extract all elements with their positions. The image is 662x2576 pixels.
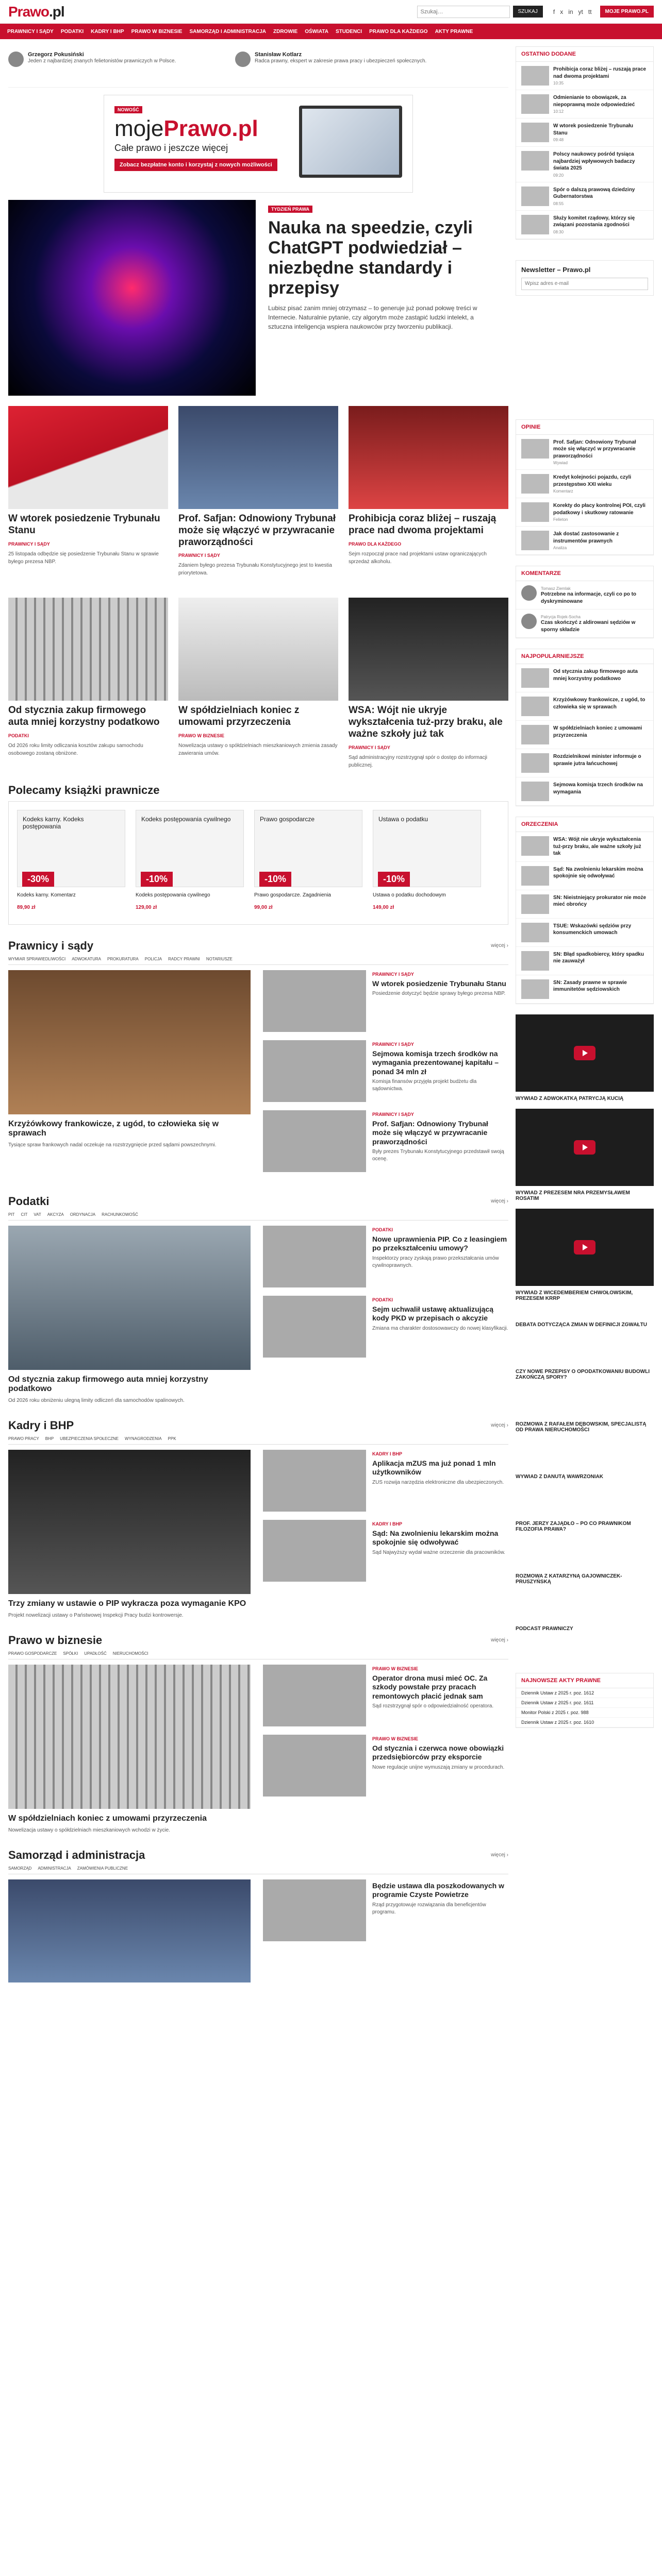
article-image <box>8 970 251 1114</box>
article-text: 25 listopada odbędzie się posiedzenie Trybunału Stanu w sprawie byłego prezesa NBP. <box>8 551 159 565</box>
section-subtags: PRAWO GOSPODARCZE SPÓŁKI UPADŁOŚĆ NIERUCHOMOŚCI <box>8 1651 508 1659</box>
section-subtags: PRAWO PRACY BHP UBEZPIECZENIA SPOŁECZNE WYNAGRODZENIA PPK <box>8 1436 508 1445</box>
book-price: 99,00 zł <box>254 904 273 910</box>
tiktok-icon[interactable]: tt <box>588 8 592 15</box>
ruling-item[interactable]: WSA: Wójt nie ukryje wykształcenia tuż-przy braku, ale ważne szkoły już tak <box>516 832 653 862</box>
ruling-item[interactable]: SN: Nieistniejący prokurator nie może mieć obrońcy <box>516 890 653 919</box>
latest-item[interactable]: Spór o dalszą prawową dziedziny Gubernatorstwa 08:55 <box>516 182 653 211</box>
author-card[interactable] <box>8 52 214 82</box>
debate-item[interactable]: PROF. JERZY ZAJĄDŁO – PO CO PRAWNIKOM FILOZOFIA PRAWA? <box>516 1520 631 1532</box>
list-item[interactable]: PODATKI Nowe uprawnienia PIP. Co z leasingiem po przekształceniu umowy? Inspektorzy pracy zyskają prawo przekształcania umów cywilnoprawnych. <box>263 1226 508 1287</box>
section-body <box>8 1665 508 1834</box>
opinions-box: OPINIE Prof. Safjan: Odnowiony Trybunał może się włączyć w przywracanie praworządności Wywiad Kredyt kolejności pojazdu, czyli przestępstwo XXI wieku Komentarz Korekty do płacy kontrolnej POI, czyli podatkowy i skutkowy ratowanie Felieton Jak dostać zastosowanie z instrumentów prawnych Analiza <box>516 419 654 556</box>
section-subtags: PIT CIT VAT AKCYZA ORDYNACJA RACHUNKOWOŚĆ <box>8 1212 508 1221</box>
latest-item[interactable]: Polscy naukowcy pośród tysiąca najbardziej wpływowych badaczy świata 2025 09:20 <box>516 147 653 182</box>
facebook-icon[interactable]: f <box>553 8 555 15</box>
lead-article[interactable] <box>8 1879 251 1982</box>
latest-item[interactable]: Odmienianie to obowiązek, za niepoprawną może odpowiedzieć 10:12 <box>516 90 653 118</box>
list-item[interactable]: KADRY I BHP Aplikacja mZUS ma już ponad 1 mln użytkowników ZUS rozwija narzędzia elektroniczne dla ubezpieczonych. <box>263 1450 508 1512</box>
subtag[interactable]: POLICJA <box>144 956 162 961</box>
book-title[interactable]: Kodeks karny. Komentarz <box>17 892 76 898</box>
book-price: 89,90 zł <box>17 904 36 910</box>
article-text: Sąd administracyjny rozstrzygnął spór o dostęp do informacji publicznej. <box>349 754 488 768</box>
video-player[interactable] <box>516 1209 654 1286</box>
search-input[interactable] <box>417 6 510 18</box>
main-nav <box>0 24 662 39</box>
hero-tag[interactable]: TYDZIEŃ PRAWA <box>268 206 312 213</box>
books-carousel <box>8 801 508 925</box>
article-title[interactable]: Krzyżówkowy frankowicze, z ugód, to człowieka się w sprawach <box>8 1119 219 1138</box>
ruling-item[interactable]: Sąd: Na zwolnieniu lekarskim można spokojnie się odwoływać <box>516 862 653 890</box>
author-name: Grzegorz Pokusiński <box>28 52 84 58</box>
subtag[interactable]: RADCY PRAWNI <box>168 956 200 961</box>
book-title[interactable]: Kodeks postępowania cywilnego <box>136 892 210 898</box>
act-item[interactable]: Monitor Polski z 2025 r. poz. 988 <box>516 1708 653 1718</box>
subtag[interactable]: WYMIAR SPRAWIEDLIWOŚCI <box>8 956 66 961</box>
banner-logo: mojePrawo.pl <box>114 116 258 141</box>
article-card[interactable] <box>178 598 338 769</box>
list-item[interactable]: PRAWO W BIZNESIE Operator drona musi mieć OC. Za szkody powstałe przy pracach remontowych płacić jednak sam Sąd rozstrzygnął spór o odpowiedzialność operatora. <box>263 1665 508 1726</box>
discount-badge: -10% <box>378 872 410 887</box>
lead-article[interactable] <box>8 970 251 1180</box>
article-text: Tysiące spraw frankowych nadal oczekuje na rozstrzygnięcie przed sądami powszechnymi. <box>8 1142 217 1148</box>
article-image <box>8 406 168 509</box>
latest-item[interactable]: Prohibicja coraz bliżej – ruszają prace nad dwoma projektami 10:35 <box>516 62 653 90</box>
article-tag[interactable]: PODATKI <box>8 733 29 738</box>
book-cover: Kodeks postępowania cywilnego <box>136 810 244 887</box>
more-link[interactable]: więcej › <box>491 1637 508 1643</box>
avatar <box>235 52 251 67</box>
lead-article[interactable] <box>8 1226 251 1404</box>
popular-item[interactable]: Od stycznia zakup firmowego auta mniej korzystny podatkowo <box>516 664 653 692</box>
play-icon[interactable] <box>574 1046 595 1060</box>
section-title[interactable]: Prawo w biznesie więcej › <box>8 1633 508 1647</box>
videos <box>516 1014 654 1301</box>
debates <box>516 1322 654 1632</box>
popular-item[interactable]: Sejmowa komisja trzech środków na wymagania <box>516 777 653 806</box>
comment-item[interactable]: Patrycja Rojek-Socha Czas skończyć z aldirowani sędziów w sporny składzie <box>516 609 653 638</box>
act-item[interactable]: Dziennik Ustaw z 2025 r. poz. 1611 <box>516 1698 653 1708</box>
lead-article[interactable] <box>8 1665 251 1834</box>
article-list <box>263 970 508 1180</box>
author-card[interactable] <box>235 52 441 82</box>
nav-item[interactable]: OŚWIATA <box>305 28 328 35</box>
opinion-item[interactable]: Jak dostać zastosowanie z instrumentów prawnych Analiza <box>516 527 653 555</box>
popular-box: NAJPOPULARNIEJSZE Od stycznia zakup firmowego auta mniej korzystny podatkowo Krzyżówkowy frankowicze, z ugód, to człowieka się w sprawach W spółdzielniach koniec z umowami przyrzeczenia Rozdzielnikowi minister informuje o sprawie jutra łańcuchowej Sejmowa komisja trzech środków na wymagania <box>516 649 654 806</box>
latest-item[interactable]: W wtorek posiedzenie Trybunału Stanu 09:48 <box>516 118 653 147</box>
debate-item[interactable]: ROZMOWA Z KATARZYNĄ GAJOWNICZEK-PRUSZYŃSKĄ <box>516 1573 622 1585</box>
article-title[interactable]: Od stycznia zakup firmowego auta mniej korzystny podatkowo <box>8 1375 208 1393</box>
article-card[interactable] <box>178 406 338 577</box>
article-text: Sejm rozpoczął prace nad projektami ustaw ograniczających sprzedaż alkoholu. <box>349 551 487 565</box>
book-item[interactable] <box>17 810 125 916</box>
article-text: Nowelizacja ustawy o spółdzielniach mieszkaniowych zmienia zasady zawierania umów. <box>178 742 338 756</box>
social-links <box>553 8 592 15</box>
list-item[interactable]: PRAWO W BIZNESIE Od stycznia i czerwca nowe obowiązki przedsiębiorców przy eksporcie Nowe regulacje unijne wymuszają zmiany w procedurach. <box>263 1735 508 1797</box>
opinion-item[interactable]: Prof. Safjan: Odnowiony Trybunał może się włączyć w przywracanie praworządności Wywiad <box>516 435 653 470</box>
list-item[interactable]: PRAWNICY I SĄDY W wtorek posiedzenie Trybunału Stanu Posiedzenie dotyczyć będzie sprawy byłego prezesa NBP. <box>263 970 508 1032</box>
ruling-item[interactable]: SN: Zasady prawne w sprawie immunitetów sędziowskich <box>516 975 653 1004</box>
debate-item[interactable]: WYWIAD Z DANUTĄ WAWRZONIAK <box>516 1473 603 1480</box>
act-item[interactable]: Dziennik Ustaw z 2025 r. poz. 1610 <box>516 1718 653 1727</box>
article-card[interactable] <box>349 406 508 577</box>
video-caption[interactable]: WYWIAD Z PREZESEM NRA PRZEMYSŁAWEM ROSATIM <box>516 1190 630 1201</box>
more-link[interactable]: więcej › <box>491 1852 508 1858</box>
section-subtags <box>8 957 508 965</box>
book-item[interactable] <box>136 810 244 916</box>
section-title[interactable]: Podatki więcej › <box>8 1194 508 1208</box>
ruling-item[interactable]: SN: Błąd spadkobiercy, który spadku nie zauważył <box>516 947 653 975</box>
search-area <box>417 6 543 18</box>
video-player[interactable] <box>516 1014 654 1092</box>
article-image <box>8 1226 251 1370</box>
discount-badge: -30% <box>22 872 54 887</box>
popular-item[interactable]: Rozdzielnikowi minister informuje o sprawie jutra łańcuchowej <box>516 749 653 777</box>
nav-item[interactable]: ZDROWIE <box>273 28 298 35</box>
book-title[interactable]: Ustawa o podatku dochodowym <box>373 892 446 898</box>
login-button[interactable]: MOJE PRAWO.PL <box>600 6 654 18</box>
subtag[interactable]: PROKURATURA <box>107 956 139 961</box>
article-image <box>8 1665 251 1809</box>
rulings-box: ORZECZENIA WSA: Wójt nie ukryje wykształcenia tuż-przy braku, ale ważne szkoły już tak Sąd: Na zwolnieniu lekarskim można spokojnie się odwoływać SN: Nieistniejący prokurator nie może mieć obrońcy TSUE: Wskazówki sędziów przy konsumenckich umowach SN: Błąd spadkobiercy, który spadku nie zauważył SN: Zasady prawne w sprawie immunitetów sędziowskich <box>516 817 654 1004</box>
article-text: Od 2026 roku obniżeniu ulegną limity odliczeń dla samochodów spalinowych. <box>8 1397 185 1403</box>
article-list <box>263 1226 508 1404</box>
article-card[interactable] <box>8 598 168 769</box>
main-content <box>8 46 508 1982</box>
nav-item[interactable]: PRAWO DLA KAŻDEGO <box>369 28 428 35</box>
sidebar <box>516 46 654 1738</box>
article-text: Nowelizacja ustawy o spółdzielniach mieszkaniowych wchodzi w życie. <box>8 1827 171 1833</box>
article-text: Projekt nowelizacji ustawy o Państwowej Inspekcji Pracy budzi kontrowersje. <box>8 1612 184 1618</box>
debate-item[interactable]: CZY NOWE PRZEPISY O OPODATKOWANIU BUDOWLI ZAKOŃCZĄ SPORY? <box>516 1368 650 1380</box>
list-item[interactable]: Będzie ustawa dla poszkodowanych w programie Czyste Powietrze Rząd przygotowuje rozwiązania dla beneficjentów programu. <box>263 1879 508 1941</box>
book-cover: Ustawa o podatku <box>373 810 481 887</box>
debate-item[interactable]: DEBATA DOTYCZĄCA ZMIAN W DEFINICJI ZGWAŁTU <box>516 1321 647 1328</box>
top-bar <box>0 0 662 24</box>
list-item[interactable]: PODATKI Sejm uchwalił ustawę aktualizującą kody PKD w przepisach o akcyzie Zmiana ma charakter dostosowawczy do nowej klasyfikacji. <box>263 1296 508 1358</box>
play-icon[interactable] <box>574 1140 595 1155</box>
debate-item[interactable]: PODCAST PRAWNICZY <box>516 1625 573 1632</box>
nav-item[interactable]: AKTY PRAWNE <box>435 28 473 35</box>
nav-item[interactable]: PODATKI <box>60 28 84 35</box>
article-tag[interactable]: PRAWNICY I SĄDY <box>8 541 50 547</box>
hero-article[interactable] <box>8 200 508 396</box>
authors-strip <box>8 46 508 88</box>
author-name: Stanisław Kotlarz <box>255 52 302 58</box>
popular-item[interactable]: Krzyżówkowy frankowicze, z ugód, to człowieka się w sprawach <box>516 692 653 721</box>
search-button[interactable]: SZUKAJ <box>513 6 543 18</box>
nav-item[interactable]: STUDENCI <box>335 28 362 35</box>
top-articles <box>8 406 508 577</box>
linkedin-icon[interactable]: in <box>568 8 573 15</box>
video-caption[interactable]: WYWIAD Z ADWOKATKĄ PATRYCJĄ KUCIĄ <box>516 1095 624 1101</box>
latest-item[interactable]: Służy komitet rządowy, którzy się związani pozostania zgodności 08:30 <box>516 211 653 239</box>
x-icon[interactable]: x <box>560 8 564 15</box>
article-image <box>349 598 508 701</box>
hero-title[interactable]: Nauka na speedzie, czyli ChatGPT podwiedział – niezbędne standardy i przepisy <box>268 218 473 298</box>
article-title[interactable]: W spółdzielniach koniec z umowami przyrzeczenia <box>8 1814 207 1823</box>
subtag[interactable]: NOTARIUSZE <box>206 956 233 961</box>
subtag[interactable]: ADWOKATURA <box>72 956 102 961</box>
more-link[interactable]: więcej › <box>491 1422 508 1429</box>
article-image <box>8 1879 251 1982</box>
book-price: 149,00 zł <box>373 904 394 910</box>
newsletter-title: Newsletter – Prawo.pl <box>521 265 591 274</box>
book-title[interactable]: Prawo gospodarcze. Zagadnienia <box>254 892 331 898</box>
play-icon[interactable] <box>574 1240 595 1255</box>
list-item[interactable]: PRAWNICY I SĄDY Sejmowa komisja trzech środków na wymagania prezentowanej kapitału – ponad 34 mln zł Komisja finansów przyjęła projekt budżetu dla sądownictwa. <box>263 1040 508 1102</box>
nav-item[interactable]: KADRY I BHP <box>91 28 124 35</box>
book-item[interactable] <box>254 810 362 916</box>
article-title[interactable]: Trzy zmiany w ustawie o PIP wykracza poza wymaganie KPO <box>8 1599 246 1608</box>
article-text: Od 2026 roku limity odliczania kosztów zakupu samochodu osobowego zostaną obniżone. <box>8 742 143 756</box>
opinion-item[interactable]: Korekty do płacy kontrolnej POI, czyli podatkowy i skutkowy ratowanie Felieton <box>516 498 653 527</box>
youtube-icon[interactable]: yt <box>578 8 583 15</box>
box-title: OSTATNIO DODANE <box>516 47 653 62</box>
section-title[interactable]: Samorząd i administracja więcej › <box>8 1848 508 1861</box>
discount-badge: -10% <box>259 872 291 887</box>
site-logo[interactable] <box>8 4 64 20</box>
article-image <box>349 406 508 509</box>
article-tag[interactable]: PRAWO W BIZNESIE <box>178 733 225 738</box>
hero-lead: Lubisz pisać zanim mniej otrzymasz – to generuje już ponad połowę treści w Internecie. Naturalnie pytanie, czy algorytm może zastąpić ludzki intelekt, a sztuczna inteligencja wspiera naukowców przy tworzeniu publikacji. <box>268 304 477 331</box>
author-bio: Radca prawny, ekspert w zakresie prawa pracy i ubezpieczeń społecznych. <box>255 58 427 64</box>
article-title[interactable]: Prof. Safjan: Odnowiony Trybunał może się włączyć w przywracanie praworządności <box>178 513 336 548</box>
banner-badge: NOWOŚĆ <box>114 106 142 113</box>
more-link[interactable]: więcej › <box>491 943 508 949</box>
nav-item[interactable]: PRAWNICY I SĄDY <box>7 28 54 35</box>
article-tag[interactable]: PRAWNICY I SĄDY <box>349 744 390 750</box>
author-bio: Jeden z najbardziej znanych felietonistów prawniczych w Polsce. <box>28 58 176 64</box>
article-image <box>178 598 338 701</box>
banner-subtitle: Całe prawo i jeszcze więcej <box>114 143 228 153</box>
section-subtags: SAMORZĄD ADMINISTRACJA ZAMÓWIENIA PUBLICZNE <box>8 1866 508 1874</box>
newsletter-box <box>516 260 654 296</box>
comment-item[interactable]: Tomasz Ziemlak Potrzebne na informacje, czyli co po to dyskryminowane <box>516 581 653 609</box>
second-articles <box>8 598 508 769</box>
article-image <box>8 598 168 701</box>
video-caption[interactable]: WYWIAD Z WICEDEMBERIEM CHWOŁOWSKIM, PREZESEM KRRP <box>516 1290 633 1301</box>
article-card[interactable] <box>349 598 508 769</box>
book-price: 129,00 zł <box>136 904 157 910</box>
opinion-item[interactable]: Kredyt kolejności pojazdu, czyli przestępstwo XXI wieku Komentarz <box>516 470 653 498</box>
article-title[interactable]: WSA: Wójt nie ukryje wykształcenia tuż-przy braku, ale ważne szkoły już tak <box>349 705 503 739</box>
popular-item[interactable]: W spółdzielniach koniec z umowami przyrzeczenia <box>516 721 653 749</box>
list-item[interactable]: KADRY I BHP Sąd: Na zwolnieniu lekarskim można spokojnie się odwoływać Sąd Najwyższy wydał ważne orzeczenie dla pracowników. <box>263 1520 508 1582</box>
lead-article[interactable] <box>8 1450 251 1619</box>
ruling-item[interactable]: TSUE: Wskazówki sędziów przy konsumenckich umowach <box>516 919 653 947</box>
article-list <box>263 1665 508 1834</box>
acts-box: NAJNOWSZE AKTY PRAWNE Dziennik Ustaw z 2025 r. poz. 1612 Dziennik Ustaw z 2025 r. poz. 1611 Monitor Polski z 2025 r. poz. 988 Dziennik Ustaw z 2025 r. poz. 1610 <box>516 1673 654 1728</box>
article-tag[interactable]: PRAWO DLA KAŻDEGO <box>349 541 402 547</box>
article-title[interactable]: W wtorek posiedzenie Trybunału Stanu <box>8 513 160 536</box>
article-image <box>8 1450 251 1594</box>
newsletter-email-input[interactable] <box>521 278 648 290</box>
section-body <box>8 1450 508 1619</box>
book-cover: Kodeks karny. Kodeks postępowania <box>17 810 125 887</box>
avatar <box>8 52 24 67</box>
latest-box <box>516 46 654 240</box>
article-image <box>178 406 338 509</box>
list-item[interactable]: PRAWNICY I SĄDY Prof. Safjan: Odnowiony Trybunał może się włączyć w przywracanie praworządności Były prezes Trybunału Konstytucyjnego przedstawił swoją ocenę. <box>263 1110 508 1172</box>
debate-item[interactable]: ROZMOWA Z RAFAŁEM DĘBOWSKIM, SPECJALISTĄ OD PRAWA NIERUCHOMOŚCI <box>516 1421 647 1433</box>
article-title[interactable]: Prohibicja coraz bliżej – ruszają prace nad dwoma projektami <box>349 513 496 536</box>
article-list <box>263 1879 508 1982</box>
hero-image <box>8 200 256 396</box>
more-link[interactable]: więcej › <box>491 1198 508 1205</box>
section-body <box>8 1879 508 1982</box>
article-card[interactable] <box>8 406 168 577</box>
book-cover: Prawo gospodarcze <box>254 810 362 887</box>
banner-cta-button[interactable]: Zobacz bezpłatne konto i korzystaj z nowych możliwości <box>114 159 277 171</box>
logo-text: Prawo <box>8 3 49 20</box>
promo-banner[interactable] <box>104 95 413 193</box>
article-list <box>263 1450 508 1619</box>
nav-item[interactable]: SAMORZĄD I ADMINISTRACJA <box>189 28 266 35</box>
section-title[interactable]: Kadry i BHP więcej › <box>8 1418 508 1432</box>
act-item[interactable]: Dziennik Ustaw z 2025 r. poz. 1612 <box>516 1688 653 1698</box>
nav-item[interactable]: PRAWO W BIZNESIE <box>131 28 183 35</box>
comments-box: KOMENTARZE Tomasz Ziemlak Potrzebne na informacje, czyli co po to dyskryminowane Patrycja Rojek-Socha Czas skończyć z aldirowani sędziów w sporny składzie <box>516 566 654 638</box>
book-item[interactable] <box>373 810 481 916</box>
section-title[interactable]: Prawnicy i sądy więcej › <box>8 939 508 952</box>
article-title[interactable]: Od stycznia zakup firmowego auta mniej korzystny podatkowo <box>8 705 160 728</box>
article-tag[interactable]: PRAWNICY I SĄDY <box>178 553 220 558</box>
article-text: Zdaniem byłego prezesa Trybunału Konstytucyjnego jest to kwestia priorytetowa. <box>178 563 332 577</box>
laptop-illustration <box>299 106 402 178</box>
discount-badge: -10% <box>141 872 173 887</box>
logo-suffix: .pl <box>49 3 64 20</box>
article-title[interactable]: W spółdzielniach koniec z umowami przyrzeczenia <box>178 705 300 728</box>
section-body <box>8 1226 508 1404</box>
video-player[interactable] <box>516 1109 654 1186</box>
section-body <box>8 970 508 1180</box>
books-title: Polecamy książki prawnicze <box>8 783 160 796</box>
